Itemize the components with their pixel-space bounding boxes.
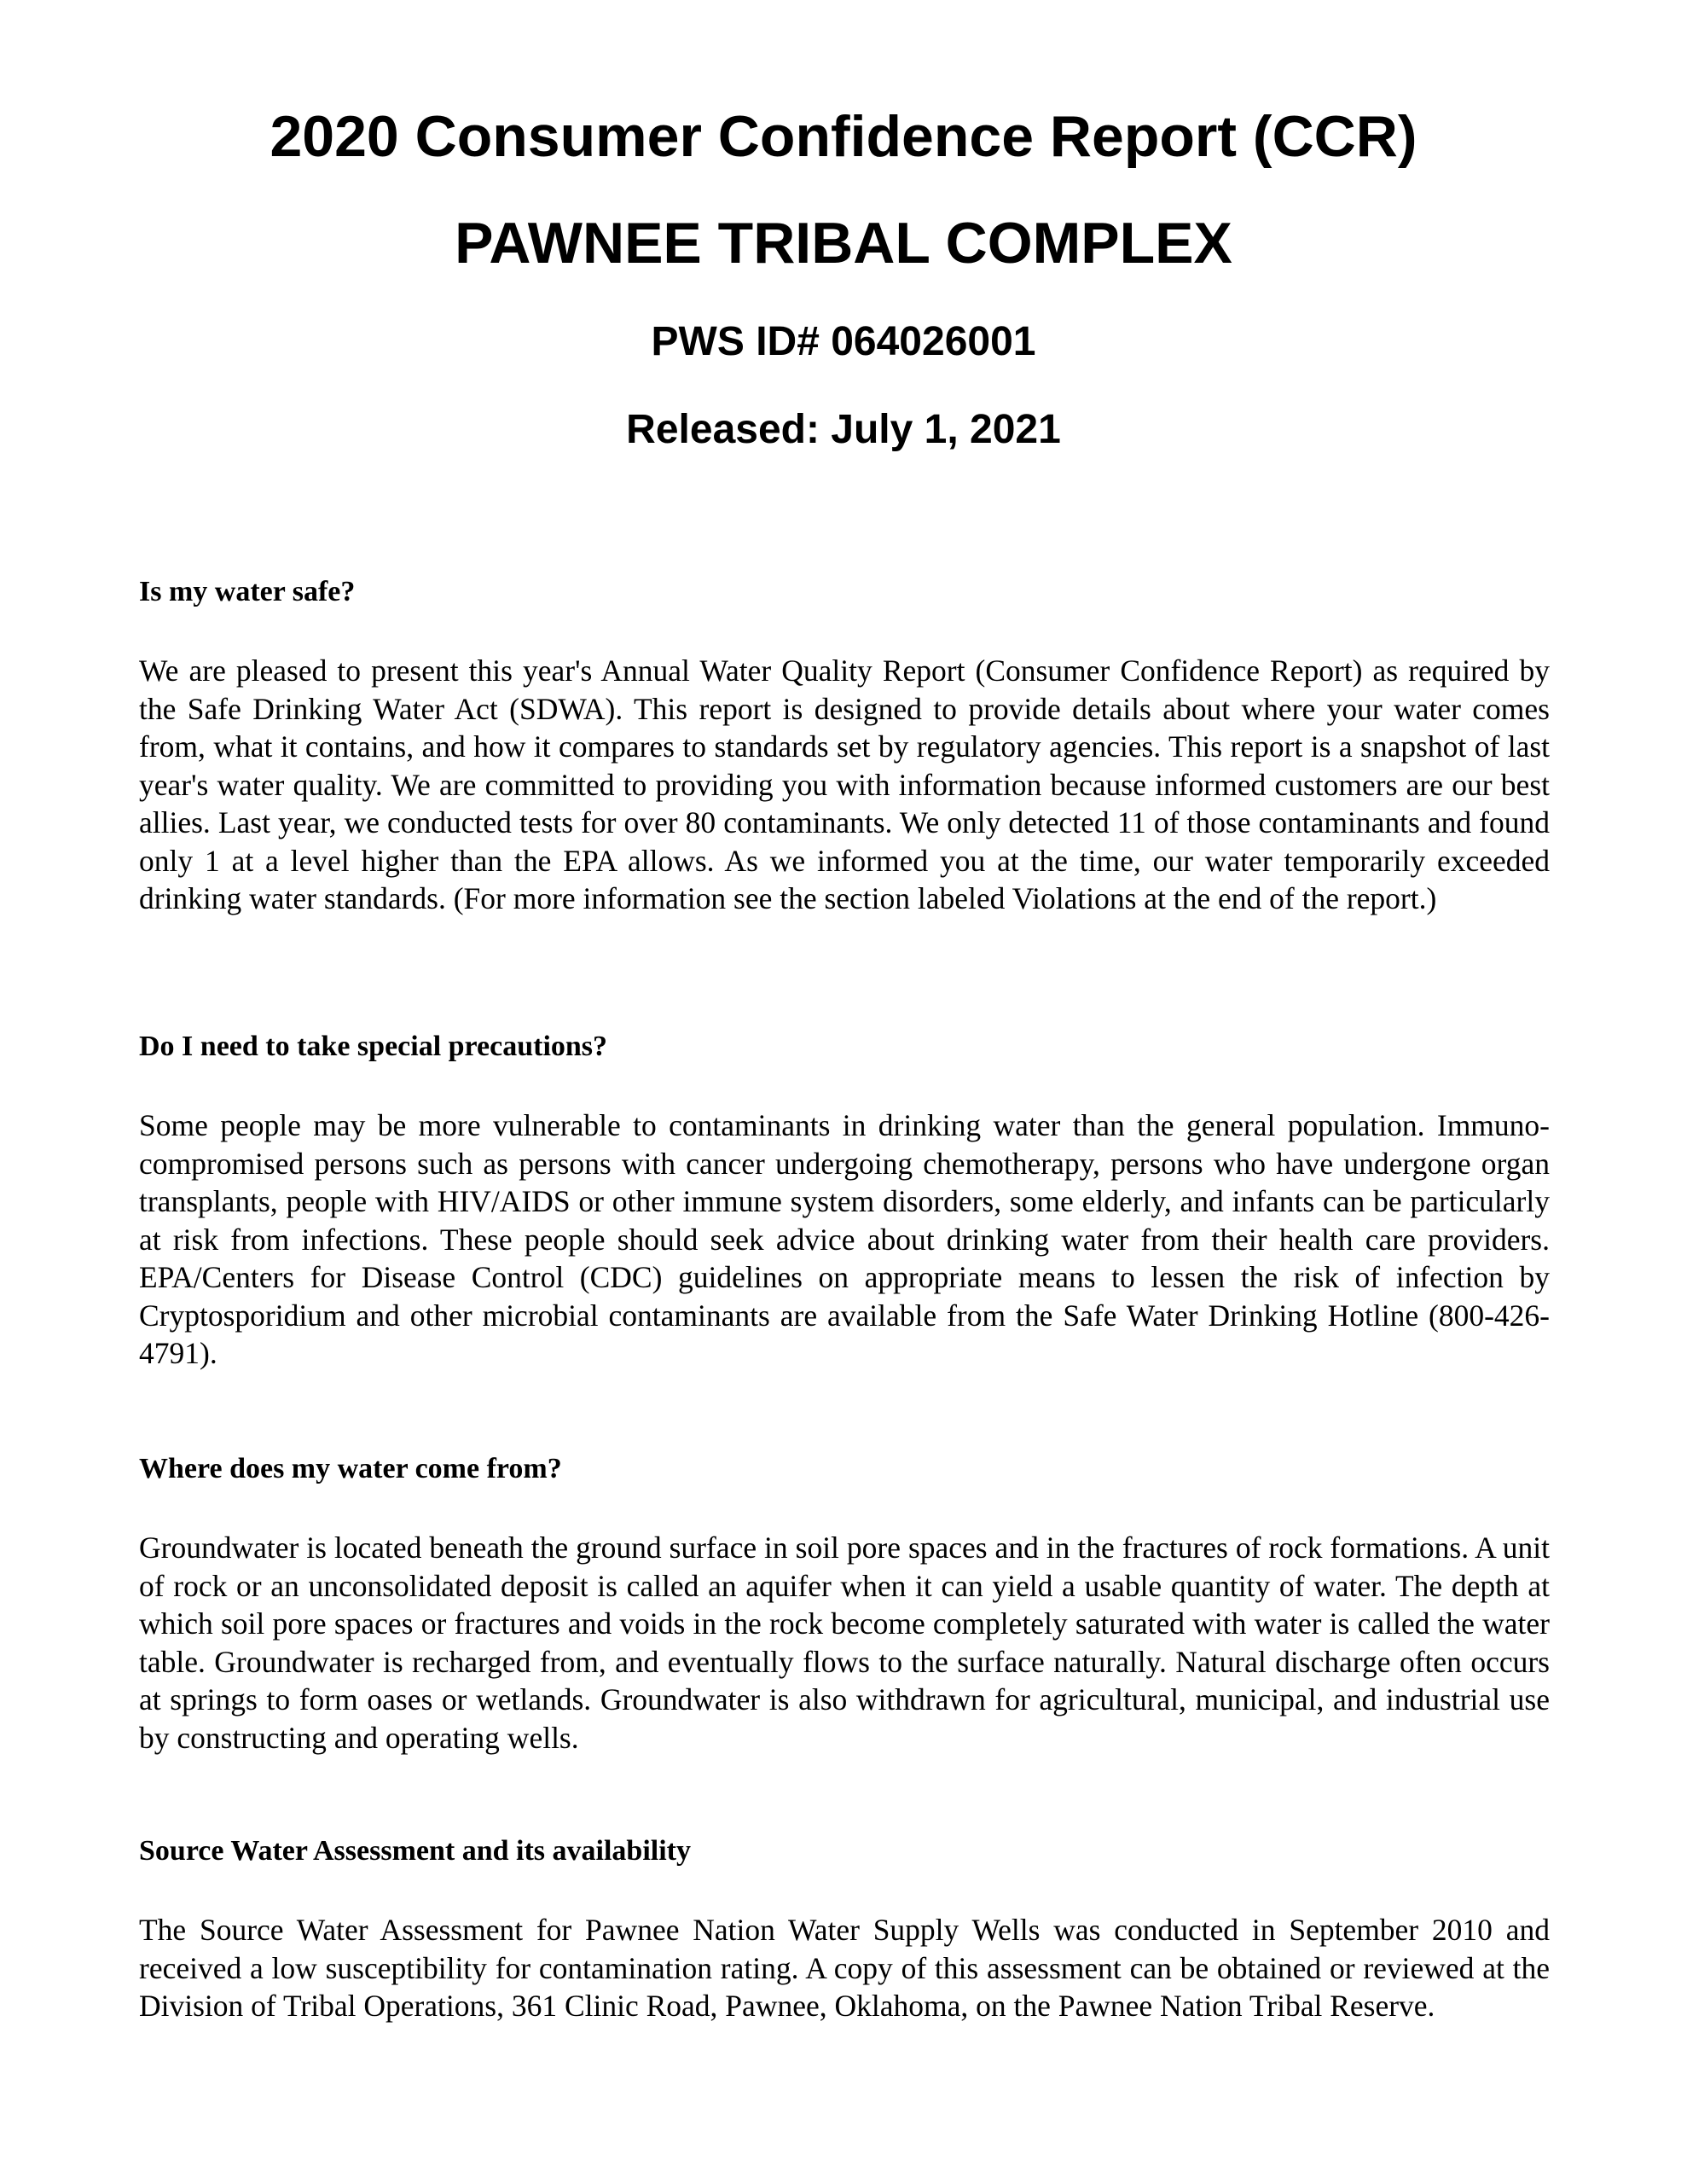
section-body: Some people may be more vulnerable to contaminants in drinking water than the general population. Immuno-compromised persons such as persons with cancer undergoing chemotherapy, persons who have undergone organ transplants, people with HIV/AIDS or other immune system disorders, some elderly, and infants can be particularly at risk from infections. These people should seek advice about drinking water from their health care providers. EPA/Centers for Disease Control (CDC) guidelines on appropriate means to lessen the risk of infection by Cryptosporidium and other microbial contaminants are available from the Safe Water Drinking Hotline (800-426-4791). — [139, 1108, 1550, 1370]
section-body: Groundwater is located beneath the ground surface in soil pore spaces and in the fractures of rock formations. A unit of rock or an unconsolidated deposit is called an aquifer when it can yield a usable quantity of water. The depth at which soil pore spaces or fractures and voids in the rock become completely saturated with water is called the water table. Groundwater is recharged from, and eventually flows to the surface naturally. Natural discharge often occurs at springs to form oases or wetlands. Groundwater is also withdrawn for agricultural, municipal, and industrial use by constructing and operating wells. — [139, 1531, 1550, 1755]
report-title: 2020 Consumer Confidence Report (CCR) — [270, 104, 1417, 169]
section-heading: Where does my water come from? — [139, 1453, 562, 1484]
section-heading: Is my water safe? — [139, 576, 356, 607]
section-special-precautions — [139, 1028, 1550, 1373]
section-source-water-assessment — [139, 1833, 1550, 2025]
section-water-source — [139, 1450, 1550, 1757]
release-date: Released: July 1, 2021 — [626, 407, 1061, 452]
section-is-my-water-safe — [139, 573, 1550, 918]
section-body: The Source Water Assessment for Pawnee Nation Water Supply Wells was conducted in September 2010 and received a low susceptibility for contamination rating. A copy of this assessment can be obtained or reviewed at the Division of Tribal Operations, 361 Clinic Road, Pawnee, Oklahoma, on the Pawnee Nation Tribal Reserve. — [139, 1913, 1550, 2023]
system-name: PAWNEE TRIBAL COMPLEX — [455, 211, 1232, 276]
section-heading: Source Water Assessment and its availability — [139, 1835, 691, 1867]
section-body: We are pleased to present this year's Annual Water Quality Report (Consumer Confidence Report) as required by the Safe Drinking Water Act (SDWA). This report is designed to provide details about where your water comes from, what it contains, and how it compares to standards set by regulatory agencies. This report is a snapshot of last year's water quality. We are committed to providing you with information because informed customers are our best allies. Last year, we conducted tests for over 80 contaminants. We only detected 11 of those contaminants and found only 1 at a level higher than the EPA allows. As we informed you at the time, our water temporarily exceeded drinking water standards. (For more information see the section labeled Violations at the end of the report.) — [139, 653, 1550, 915]
section-heading: Do I need to take special precautions? — [139, 1031, 608, 1062]
pws-id: PWS ID# 064026001 — [651, 319, 1036, 364]
